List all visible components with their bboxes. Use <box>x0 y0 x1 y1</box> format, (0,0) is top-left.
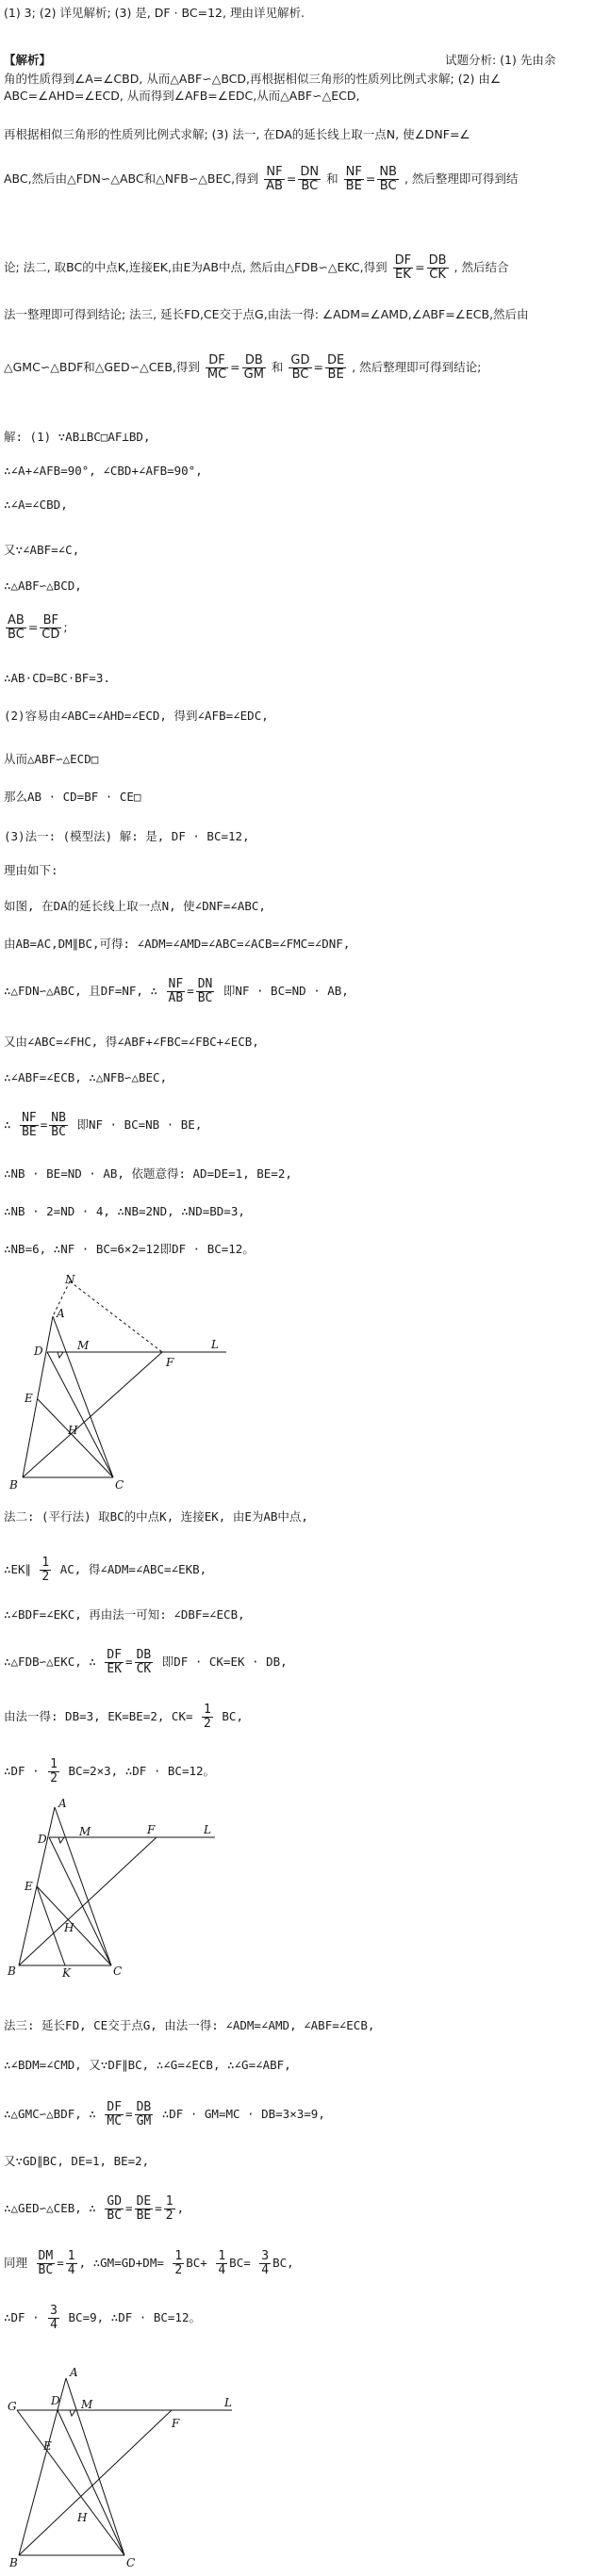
solution-line: ∴ $\frac{NF}{BE}$ = $\frac{NB}{BC}$ 即NF · BC=NB · BE, <box>4 1111 203 1139</box>
segment-gc <box>17 2410 124 2555</box>
label-d: D <box>51 2394 60 2407</box>
method3-line: 又∵GD∥BC, DE=1, BE=2, <box>4 2154 150 2168</box>
fraction: $\frac{NF}{AB}$ <box>168 977 184 1005</box>
fraction: $\frac{DB}{GM}$ <box>136 2100 152 2128</box>
method2-line: ∴EK∥ $\frac{1}{2}$ AC, 得∠ADM=∠ABC=∠EKB, <box>4 1556 207 1584</box>
label-e: E <box>43 2439 52 2453</box>
fraction: $\frac{DM}{BC}$ <box>38 2249 54 2277</box>
label-g: G <box>8 2400 17 2413</box>
segment-bf <box>19 1837 157 1965</box>
analysis-line: 论; 法二, 取BC的中点K,连接EK,由E为AB中点, 然后由△FDB∽△EKC,得到 $\frac{DF}{EK}$ = $\frac{DB}{CK}$ , 然后结合 <box>4 253 509 282</box>
solution-line: ∴AB·CD=BC·BF=3. <box>4 671 110 685</box>
method3-line: ∴△GMC∽△BDF, ∴ $\frac{DF}{MC}$ = $\frac{DB}{GM}$ ∴DF · GM=MC · DB=3×3=9, <box>4 2100 325 2128</box>
fraction: $\frac{DF}{EK}$ <box>107 1648 123 1676</box>
label-b: B <box>8 1965 16 1978</box>
fraction: $\frac{1}{2}$ <box>204 1703 211 1731</box>
solution-line: (3)法一: (模型法) 解: 是, DF · BC=12, <box>4 829 250 843</box>
solution-line: ∴NB=6, ∴NF · BC=6×2=12即DF · BC=12。 <box>4 1242 255 1256</box>
fraction: $\frac{1}{2}$ <box>165 2194 173 2223</box>
solution-line: ∴NB · 2=ND · 4, ∴NB=2ND, ∴ND=BD=3, <box>4 1204 245 1218</box>
solution-line: 由AB=AC,DM∥BC,可得: ∠ADM=∠AMD=∠ABC=∠ACB=∠FMC=∠DNF, <box>4 937 351 951</box>
fraction: $\frac{BF}{CD}$ <box>41 613 60 642</box>
fraction: $\frac{DE}{BE}$ <box>136 2194 152 2223</box>
solution-line: 如图, 在DA的延长线上取一点N, 使∠DNF=∠ABC, <box>4 899 266 913</box>
geometry-figure-1 <box>6 1274 241 1500</box>
analysis-heading: 【解析】 <box>4 53 52 67</box>
label-c: C <box>113 1965 123 1978</box>
solution-line: 从而△ABF∽△ECD□ <box>4 752 99 766</box>
fraction: $\frac{DB}{CK}$ <box>428 253 447 282</box>
segment-dc <box>47 1352 113 1477</box>
solution-line: ∴∠A+∠AFB=90°, ∠CBD+∠AFB=90°, <box>4 464 203 478</box>
label-e: E <box>25 1880 33 1893</box>
label-b: B <box>9 1478 18 1492</box>
fraction: $\frac{DN}{BC}$ <box>197 977 213 1005</box>
solution-line: 解: (1) ∵AB⊥BC□AF⊥BD, <box>4 430 151 444</box>
label-e: E <box>25 1392 33 1405</box>
answer-line: (1) 3; (2) 详见解析; (3) 是, DF · BC=12, 理由详见解析. <box>4 6 305 20</box>
solution-line: ∴∠ABF=∠ECB, ∴△NFB∽△BEC, <box>4 1070 168 1084</box>
label-l: L <box>224 2396 232 2409</box>
analysis-line: 再根据相似三角形的性质列比例式求解; (3) 法一, 在DA的延长线上取一点N, 使∠DNF=∠ <box>4 127 470 141</box>
fraction: $\frac{NB}{BC}$ <box>51 1111 66 1139</box>
analysis-line: 法一整理即可得到结论; 法三, 延长FD,CE交于点G,由法一得: ∠ADM=∠AMD,∠ABF=∠ECB,然后由 <box>4 307 529 321</box>
analysis-intro: 试题分析: (1) 先由余 <box>445 53 556 67</box>
solution-line: 又由∠ABC=∠FHC, 得∠ABF+∠FBC=∠FBC+∠ECB, <box>4 1035 259 1049</box>
method2-line: 由法一得: DB=3, EK=BE=2, CK= $\frac{1}{2}$ BC, <box>4 1703 243 1731</box>
fraction: $\frac{AB}{BC}$ <box>8 613 25 642</box>
analysis-line: ABC=∠AHD=∠ECD, 从而得到∠AFB=∠EDC,从而△ABF∽△ECD, <box>4 89 360 103</box>
fraction: $\frac{1}{4}$ <box>218 2249 226 2277</box>
solution-line: ∴∠A=∠CBD, <box>4 497 68 512</box>
fraction: $\frac{DF}{MC}$ <box>107 2100 123 2128</box>
fraction: $\frac{NF}{AB}$ <box>266 165 283 193</box>
fraction: $\frac{GD}{BC}$ <box>290 353 310 382</box>
fraction: $\frac{DN}{BC}$ <box>300 165 320 193</box>
label-d: D <box>34 1345 43 1358</box>
label-l: L <box>211 1338 219 1351</box>
method2-line: ∴△FDB∽△EKC, ∴ $\frac{DF}{EK}$ = $\frac{DB}{CK}$ 即DF · CK=EK · DB, <box>4 1648 288 1676</box>
method3-line: ∴DF · $\frac{3}{4}$ BC=9, ∴DF · BC=12。 <box>4 2304 201 2332</box>
method2-line: ∴DF · $\frac{1}{2}$ BC=2×3, ∴DF · BC=12。 <box>4 1757 216 1785</box>
label-c: C <box>115 1478 124 1492</box>
label-f: F <box>147 1823 156 1836</box>
segment-ec <box>38 1399 113 1477</box>
fraction: $\frac{1}{2}$ <box>41 1556 50 1584</box>
label-h: H <box>68 1424 78 1437</box>
label-m: M <box>81 2398 93 2411</box>
label-b: B <box>9 2556 18 2569</box>
label-h: H <box>64 1921 74 1934</box>
fraction: $\frac{DB}{GM}$ <box>243 353 264 382</box>
label-a: A <box>57 1307 65 1320</box>
solution-line: 那么AB · CD=BF · CE□ <box>4 790 141 804</box>
fraction: $\frac{DF}{EK}$ <box>394 253 412 282</box>
fraction: $\frac{DB}{CK}$ <box>136 1648 152 1676</box>
label-f: F <box>172 2417 180 2430</box>
method3-line: 同理 $\frac{DM}{BC}$ = $\frac{1}{4}$ , ∴GM=GD+DM= $\frac{1}{2}$ BC+ $\frac{1}{4}$ BC= $\frac{3}{4}$ BC, <box>4 2249 294 2277</box>
fraction: $\frac{DF}{MC}$ <box>206 353 227 382</box>
fraction: $\frac{DE}{BE}$ <box>327 353 345 382</box>
solution-line: ∴NB · BE=ND · AB, 依题意得: AD=DE=1, BE=2, <box>4 1166 292 1181</box>
solution-line: 又∵∠ABF=∠C, <box>4 543 80 557</box>
label-f: F <box>166 1356 174 1369</box>
solution-line: 理由如下: <box>4 863 58 877</box>
fraction: $\frac{NB}{BC}$ <box>379 165 397 193</box>
analysis-line: △GMC∽△BDF和△GED∽△CEB,得到 $\frac{DF}{MC}$ = $\frac{DB}{GM}$ 和 $\frac{GD}{BC}$ = $\frac{DE}{BE}$ , 然后整理即可得到结论; <box>4 353 482 382</box>
segment-dc <box>58 2410 124 2555</box>
fraction: $\frac{NF}{BE}$ <box>22 1111 37 1139</box>
fraction: $\frac{3}{4}$ <box>50 2304 58 2332</box>
method3-line: ∴∠BDM=∠CMD, 又∵DF∥BC, ∴∠G=∠ECB, ∴∠G=∠ABF, <box>4 2058 291 2072</box>
segment-bf <box>23 1352 162 1477</box>
solution-line: (2)容易由∠ABC=∠AHD=∠ECD, 得到∠AFB=∠EDC, <box>4 709 269 723</box>
solution-line: $\frac{AB}{BC}$ = $\frac{BF}{CD}$ ; <box>8 613 68 642</box>
angle-mark-m <box>58 1352 63 1358</box>
angle-mark-m <box>58 1837 64 1843</box>
angle-mark-m <box>70 2410 75 2416</box>
fraction: $\frac{GD}{BC}$ <box>107 2194 123 2223</box>
label-h: H <box>77 2511 88 2524</box>
geometry-figure-2 <box>6 1790 241 1979</box>
method2-line: 法二: (平行法) 取BC的中点K, 连接EK, 由E为AB中点, <box>4 1509 308 1524</box>
label-c: C <box>126 2556 136 2569</box>
solution-line: ∴△ABF∽△BCD, <box>4 579 82 593</box>
label-a: A <box>70 2366 78 2379</box>
method2-line: ∴∠BDF=∠EKC, 再由法一可知: ∠DBF=∠ECB, <box>4 1607 245 1622</box>
label-m: M <box>77 1339 90 1352</box>
segment-bf <box>19 2410 172 2555</box>
label-k: K <box>62 1966 71 1979</box>
analysis-line: 角的性质得到∠A=∠CBD, 从而△ABF∽△BCD,再根据相似三角形的性质列比例式求解; (2) 由∠ <box>4 72 502 86</box>
fraction: $\frac{1}{4}$ <box>67 2249 75 2277</box>
fraction: $\frac{1}{2}$ <box>50 1757 58 1785</box>
segment-ac <box>66 2378 124 2555</box>
analysis-line: ABC,然后由△FDN∽△ABC和△NFB∽△BEC,得到 $\frac{NF}{AB}$ = $\frac{DN}{BC}$ 和 $\frac{NF}{BE}$ = $\frac{NB}{BC}$ , 然后整理即可得到结 <box>4 165 519 193</box>
segment-ec <box>37 1886 111 1965</box>
geometry-figure-3 <box>6 2356 251 2572</box>
label-a: A <box>58 1797 67 1810</box>
method3-line: 法三: 延长FD, CE交于点G, 由法一得: ∠ADM=∠AMD, ∠ABF=∠ECB, <box>4 2018 375 2032</box>
label-n: N <box>65 1274 75 1286</box>
fraction: $\frac{1}{2}$ <box>174 2249 183 2277</box>
fraction: $\frac{NF}{BE}$ <box>345 165 362 193</box>
solution-line: ∴△FDN∽△ABC, 且DF=NF, ∴ $\frac{NF}{AB}$ = $\frac{DN}{BC}$ 即NF · BC=ND · AB, <box>4 977 349 1005</box>
label-l: L <box>204 1823 211 1836</box>
label-d: D <box>38 1833 47 1846</box>
label-m: M <box>79 1825 91 1838</box>
method3-line: ∴△GED∽△CEB, ∴ $\frac{GD}{BC}$ = $\frac{DE}{BE}$ = $\frac{1}{2}$ , <box>4 2194 185 2223</box>
fraction: $\frac{3}{4}$ <box>261 2249 270 2277</box>
